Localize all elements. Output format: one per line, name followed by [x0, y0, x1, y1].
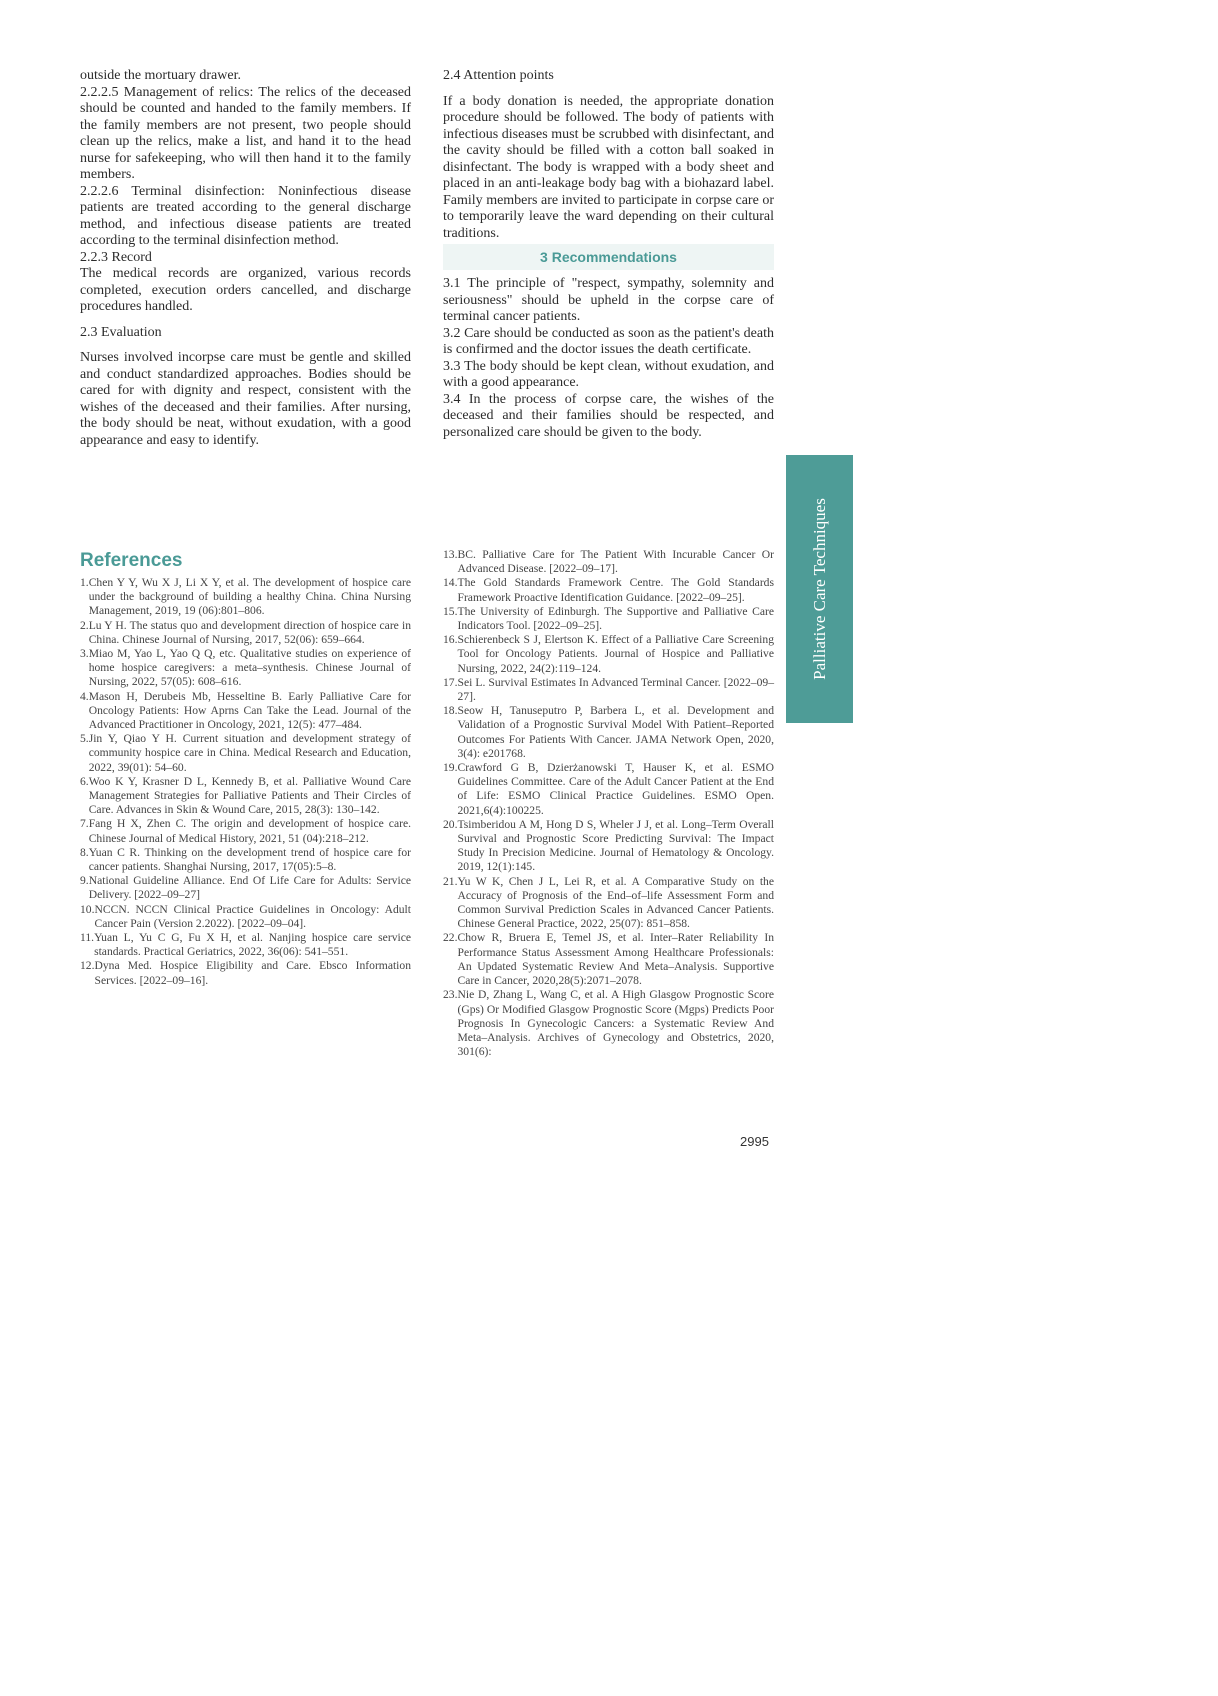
reference-item: [80, 846, 411, 874]
reference-text: Yuan C R. Thinking on the development trend of hospice care for cancer patients. Shanghai Nursing, 2017, 17(05):5–8.: [88, 845, 411, 874]
paragraph-evaluation: Nurses involved incorpse care must be gentle and skilled and conduct standardized approaches. Bodies should be cared for with dignity and respect, consistent with the wishes of the deceased and their families. After nursing, the body should be neat, without exudation, with a good appearance and easy to identify.: [80, 350, 411, 448]
reference-item: [443, 818, 774, 875]
reference-text: Nie D, Zhang L, Wang C, et al. A High Glasgow Prognostic Score (Gps) Or Modified Glasgow Prognostic Score (Mgps) Predicts Poor Prognosis In Gynecologic Cancers: a Systematic Review And Meta–Analysis. Archives of Gynecology and Obstetrics, 2020, 301(6):: [457, 988, 774, 1059]
references-heading: References: [80, 550, 183, 571]
reference-item: [80, 732, 411, 775]
reference-text: The University of Edinburgh. The Supportive and Palliative Care Indicators Tool. [2022–09–25].: [457, 604, 774, 633]
paragraph-terminal-disinfection: 2.2.2.6 Terminal disinfection: Noninfectious disease patients are treated according to the general discharge method, and infectious disease patients are treated according to the terminal disinfection method.: [80, 183, 411, 248]
reference-text: Lu Y H. The status quo and development direction of hospice care in China. Chinese Journal of Nursing, 2017, 52(06): 659–664.: [88, 618, 411, 646]
reference-number: 11.: [80, 931, 95, 945]
reference-number: 8.: [80, 845, 89, 859]
reference-number: 2.: [80, 618, 89, 632]
reference-number: 12.: [80, 959, 95, 973]
reference-item: [443, 875, 774, 932]
section-title-recommendations: 3 Recommendations: [443, 244, 774, 270]
reference-item: [80, 576, 411, 619]
reference-number: 1.: [80, 576, 89, 589]
reference-number: 14.: [443, 576, 458, 590]
reference-text: Schierenbeck S J, Elertson K. Effect of a Palliative Care Screening Tool for Oncology Patients. Journal of Hospice and Palliative Nursing, 2022, 24(2):119–124.: [457, 633, 774, 675]
reference-item: [80, 903, 411, 931]
heading-record: 2.2.3 Record: [80, 249, 152, 265]
reference-number: 13.: [443, 548, 458, 561]
reference-item: [80, 874, 411, 902]
reference-text: Jin Y, Qiao Y H. Current situation and development strategy of community hospice care in China. Medical Research and Education, 2022, 39(01): 54–60.: [88, 732, 411, 774]
side-tab-text: Palliative Care Techniques: [809, 498, 829, 680]
reference-text: Fang H X, Zhen C. The origin and development of hospice care. Chinese Journal of Medical History, 2021, 51 (04):218–212.: [88, 817, 411, 845]
reference-text: Chen Y Y, Wu X J, Li X Y, et al. The development of hospice care under the background of building a healthy China. China Nursing Management, 2019, 19 (06):801–806.: [88, 576, 411, 618]
reference-number: 6.: [80, 774, 89, 788]
paragraph-attention-points: If a body donation is needed, the appropriate donation procedure should be followed. The body of patients with infectious diseases must be scrubbed with disinfectant, and the cavity should be filled with a cotton ball soaked in disinfectant. The body is wrapped with a body sheet and placed in an anti-leakage body bag with a biohazard label. Family members are invited to participate in corpse care or to temporarily leave the ward depending on their cultural traditions.: [443, 93, 774, 241]
reference-item: [443, 548, 774, 576]
reference-item: [80, 690, 411, 733]
reference-number: 17.: [443, 675, 458, 689]
reference-item: [80, 647, 411, 690]
references-list-left: [80, 576, 411, 988]
reference-item: [443, 633, 774, 676]
reference-item: [80, 931, 411, 959]
reference-number: 19.: [443, 761, 458, 775]
heading-evaluation: 2.3 Evaluation: [80, 324, 162, 340]
reference-text: National Guideline Alliance. End Of Life Care for Adults: Service Delivery. [2022–09–27]: [88, 874, 411, 902]
reference-item: [443, 576, 774, 604]
reference-item: [443, 704, 774, 761]
reference-item: [80, 775, 411, 818]
reference-number: 18.: [443, 704, 458, 718]
reference-text: Seow H, Tanuseputro P, Barbera L, et al. Development and Validation of a Prognostic Survival Model With Patient–Reported Outcomes For Patients With Cancer. JAMA Network Open, 2020, 3(4): e201768.: [457, 704, 774, 760]
recommendation-3: 3.3 The body should be kept clean, without exudation, and with a good appearance.: [443, 358, 774, 390]
reference-number: 15.: [443, 604, 458, 618]
reference-number: 5.: [80, 732, 89, 746]
reference-item: [80, 817, 411, 845]
reference-number: 20.: [443, 817, 458, 831]
reference-text: Dyna Med. Hospice Eligibility and Care. Ebsco Information Services. [2022–09–16].: [94, 959, 411, 987]
reference-text: Chow R, Bruera E, Temel JS, et al. Inter–Rater Reliability In Performance Status Assessment Among Healthcare Professionals: An Updated Systematic Review And Meta–Analysis. Supportive Care in Cancer, 2020,28(5):2071–2078.: [457, 931, 774, 988]
reference-item: [80, 619, 411, 647]
recommendation-2: 3.2 Care should be conducted as soon as the patient's death is confirmed and the doctor issues the death certificate.: [443, 325, 774, 357]
reference-text: Sei L. Survival Estimates In Advanced Terminal Cancer. [2022–09–27].: [457, 675, 774, 704]
reference-number: 4.: [80, 689, 89, 703]
reference-item: [443, 676, 774, 704]
reference-number: 22.: [443, 931, 458, 945]
side-tab-section-label: [786, 455, 853, 723]
reference-text: Crawford G B, Dzierżanowski T, Hauser K, et al. ESMO Guidelines Committee. Care of the Adult Cancer Patient at the End of Life: ESMO Clinical Practice Guidelines. ESMO Open. 2021,6(4):100225.: [457, 761, 774, 817]
reference-text: Mason H, Derubeis Mb, Hesseltine B. Early Palliative Care for Oncology Patients: How Aprns Can Take the Lead. Journal of the Advanced Practitioner in Oncology, 2021, 12(5): 477–484.: [88, 689, 411, 732]
reference-item: [443, 761, 774, 818]
reference-text: Tsimberidou A M, Hong D S, Wheler J J, et al. Long–Term Overall Survival and Prognostic Score Predicting Survival: The Impact Study In Precision Medicine. Journal of Hematology & Oncology. 2019, 12(1):145.: [457, 817, 774, 874]
heading-attention-points: 2.4 Attention points: [443, 68, 554, 83]
reference-number: 9.: [80, 874, 89, 888]
reference-text: BC. Palliative Care for The Patient With Incurable Cancer Or Advanced Disease. [2022–09–17].: [457, 548, 774, 576]
paragraph-mortuary: outside the mortuary drawer.: [80, 68, 241, 83]
reference-item: [443, 988, 774, 1059]
reference-number: 10.: [80, 902, 95, 916]
reference-item: [443, 605, 774, 633]
reference-text: NCCN. NCCN Clinical Practice Guidelines in Oncology: Adult Cancer Pain (Version 2.2022). [2022–09–04].: [94, 902, 411, 930]
reference-text: Yuan L, Yu C G, Fu X H, et al. Nanjing hospice care service standards. Practical Geriatrics, 2022, 36(06): 541–551.: [94, 931, 411, 959]
reference-text: Yu W K, Chen J L, Lei R, et al. A Comparative Study on the Accuracy of Prognosis of the End–of–life Assessment Form and Common Survival Prediction Scales in Advanced Cancer Patients. Chinese General Practice, 2022, 25(07): 851–858.: [457, 874, 774, 931]
recommendation-4: 3.4 In the process of corpse care, the wishes of the deceased and their families should be respected, and personalized care should be given to the body.: [443, 391, 774, 440]
reference-number: 23.: [443, 988, 458, 1002]
recommendation-1: 3.1 The principle of "respect, sympathy, solemnity and seriousness" should be upheld in the corpse care of terminal cancer patients.: [443, 276, 774, 324]
references-list-right: [443, 548, 774, 1059]
left-column: [80, 68, 411, 449]
reference-item: [80, 959, 411, 987]
reference-text: Miao M, Yao L, Yao Q Q, etc. Qualitative studies on experience of home hospice caregivers: a meta–synthesis. Chinese Journal of Nursing, 2022, 57(05): 608–616.: [88, 647, 411, 689]
reference-number: 16.: [443, 633, 458, 647]
reference-text: Woo K Y, Krasner D L, Kennedy B, et al. Palliative Wound Care Management Strategies for Palliative Patients and Their Circles of Care. Advances in Skin & Wound Care, 2015, 28(3): 130–142.: [88, 774, 411, 817]
right-column: [443, 68, 774, 441]
reference-item: [443, 931, 774, 988]
paragraph-relics: 2.2.2.5 Management of relics: The relics of the deceased should be counted and handed to the family members. If the family members are not present, two people should clean up the relics, make a list, and hand it to the head nurse for safekeeping, who will then hand it to the family members.: [80, 84, 411, 182]
reference-number: 7.: [80, 817, 89, 831]
reference-number: 21.: [443, 874, 458, 888]
paragraph-record: The medical records are organized, various records completed, execution orders cancelled, and discharge procedures handled.: [80, 266, 411, 314]
reference-number: 3.: [80, 647, 89, 661]
reference-text: The Gold Standards Framework Centre. The Gold Standards Framework Proactive Identification Guidance. [2022–09–25].: [457, 576, 774, 604]
page-number: 2995: [740, 1134, 769, 1149]
